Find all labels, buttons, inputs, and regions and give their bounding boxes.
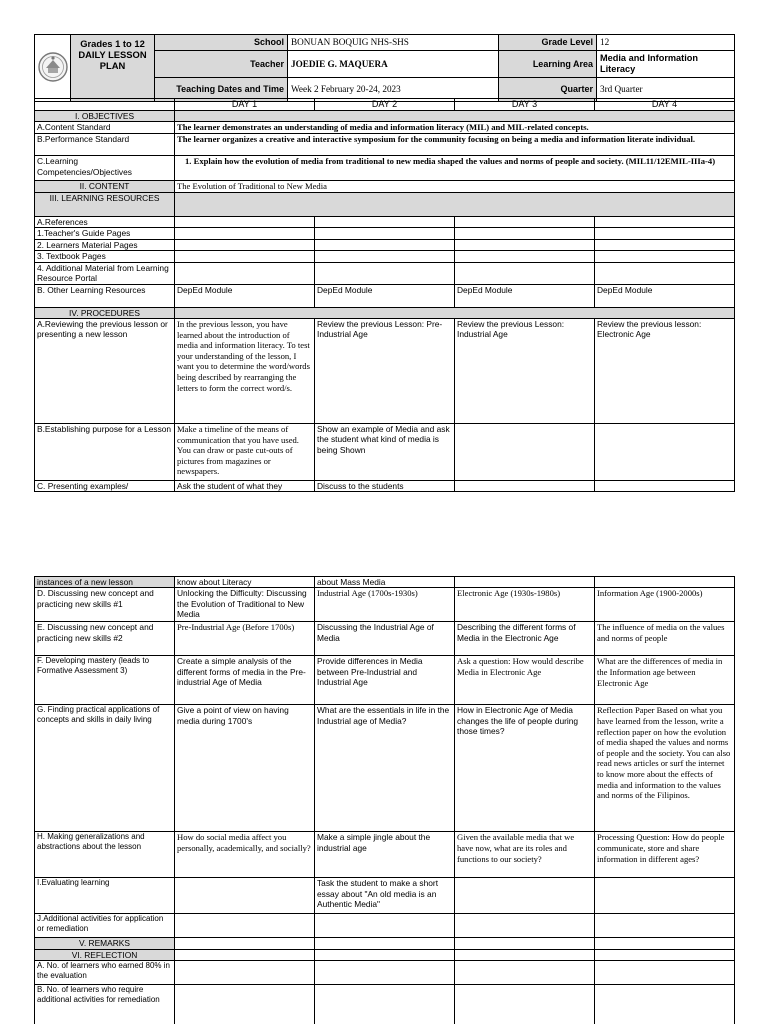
other-resources-label: B. Other Learning Resources xyxy=(35,284,175,307)
procedure-c-day1: Ask the student of what they xyxy=(175,481,315,492)
procedure-c-label: C. Presenting examples/ xyxy=(35,481,175,492)
table-cell xyxy=(595,262,735,284)
other-resource: DepEd Module xyxy=(175,284,315,307)
procedure-f-day4: What are the differences of media in the Information age between Electronic Age xyxy=(595,656,735,705)
deped-seal-icon xyxy=(37,47,69,87)
procedures-heading: IV. PROCEDURES xyxy=(35,307,175,318)
procedure-a-label: A.Reviewing the previous lesson or presenting a new lesson xyxy=(35,319,175,424)
table-cell xyxy=(315,949,455,960)
table-cell xyxy=(595,251,735,262)
procedure-f-day1: Create a simple analysis of the different forms of media in the Pre-industrial Age of Media xyxy=(175,656,315,705)
section-fill xyxy=(175,307,735,318)
table-cell xyxy=(315,914,455,938)
procedure-c-day4-cont xyxy=(595,577,735,588)
school-label: School xyxy=(155,35,288,51)
dates-value: Week 2 February 20-24, 2023 xyxy=(288,78,499,102)
procedure-f-day3: Ask a question: How would describe Media in Electronic Age xyxy=(455,656,595,705)
table-cell xyxy=(595,217,735,228)
procedure-h-label: H. Making generalizations and abstractions about the lesson xyxy=(35,832,175,878)
competencies: 1. Explain how the evolution of media from traditional to new media shaped the values and norms of people and society. (MIL11/12EMIL-IIIa-4) xyxy=(175,156,735,181)
table-cell xyxy=(595,914,735,938)
table-cell xyxy=(455,228,595,239)
performance-standard-label: B.Performance Standard xyxy=(35,134,175,156)
procedure-e-day2: Discussing the Industrial Age of Media xyxy=(315,622,455,656)
content-standard: The learner demonstrates an understanding of media and information literacy (MIL) and MIL-related concepts. xyxy=(175,122,735,134)
table-cell xyxy=(175,251,315,262)
quarter-value: 3rd Quarter xyxy=(597,78,735,102)
tg-label: 1.Teacher's Guide Pages xyxy=(35,228,175,239)
other-resource: DepEd Module xyxy=(315,284,455,307)
additional-material-label: 4. Additional Material from Learning Resource Portal xyxy=(35,262,175,284)
procedure-d-day3: Electronic Age (1930s-1980s) xyxy=(455,588,595,622)
table-cell xyxy=(595,949,735,960)
table-cell xyxy=(315,251,455,262)
day-header: DAY 3 xyxy=(455,99,595,111)
procedure-d-label: D. Discussing new concept and practicing new skills #1 xyxy=(35,588,175,622)
procedure-b-day1: Make a timeline of the means of communication that you have used. You can draw or paste cut-outs of pictures from magazines or newspapers. xyxy=(175,424,315,481)
plan-title-line: DAILY LESSON xyxy=(78,49,147,60)
header-table xyxy=(34,34,735,102)
teacher-value: JOEDIE G. MAQUERA xyxy=(288,51,499,78)
procedure-h-day1: How do social media affect you personally, academically, and socially? xyxy=(175,832,315,878)
reflection-heading: VI. REFLECTION xyxy=(35,949,175,960)
table-cell xyxy=(315,961,455,985)
procedure-i-day1 xyxy=(175,878,315,914)
table-cell xyxy=(595,239,735,250)
procedure-d-day1: Unlocking the Difficulty: Discussing the Evolution of Traditional to New Media xyxy=(175,588,315,622)
table-cell xyxy=(455,239,595,250)
table-cell xyxy=(595,228,735,239)
procedure-c-day2-cont: about Mass Media xyxy=(315,577,455,588)
day-header: DAY 2 xyxy=(315,99,455,111)
table-cell xyxy=(315,985,455,1024)
lesson-table-part-1 xyxy=(34,98,735,492)
plan-title-line: PLAN xyxy=(99,60,126,71)
plan-title xyxy=(71,35,155,102)
table-cell xyxy=(595,961,735,985)
procedure-b-day4 xyxy=(595,424,735,481)
objectives-heading: I. OBJECTIVES xyxy=(35,111,175,122)
table-cell xyxy=(455,251,595,262)
content-standard-label: A.Content Standard xyxy=(35,122,175,134)
remarks-heading: V. REMARKS xyxy=(35,938,175,949)
section-fill xyxy=(175,111,735,122)
day-header: DAY 1 xyxy=(175,99,315,111)
procedure-a-day3: Review the previous Lesson: Industrial Age xyxy=(455,319,595,424)
procedure-c-day4 xyxy=(595,481,735,492)
table-cell xyxy=(455,985,595,1024)
table-cell xyxy=(175,949,315,960)
school-value: BONUAN BOQUIG NHS-SHS xyxy=(288,35,499,51)
lesson-table-part-2 xyxy=(34,576,735,1024)
procedure-f-day2: Provide differences in Media between Pre-Industrial and Industrial Age xyxy=(315,656,455,705)
procedure-g-day1: Give a point of view on having media during 1700's xyxy=(175,705,315,832)
procedure-b-label: B.Establishing purpose for a Lesson xyxy=(35,424,175,481)
table-cell xyxy=(175,985,315,1024)
table-cell xyxy=(595,985,735,1024)
table-cell xyxy=(595,938,735,949)
tb-label: 3. Textbook Pages xyxy=(35,251,175,262)
table-cell xyxy=(455,949,595,960)
procedure-f-label: F. Developing mastery (leads to Formative Assessment 3) xyxy=(35,656,175,705)
table-cell xyxy=(175,217,315,228)
procedure-c-day2: Discuss to the students xyxy=(315,481,455,492)
procedure-e-day3: Describing the different forms of Media in the Electronic Age xyxy=(455,622,595,656)
dates-label: Teaching Dates and Time xyxy=(155,78,288,102)
table-cell xyxy=(315,262,455,284)
section-fill xyxy=(175,193,735,217)
area-label: Learning Area xyxy=(499,51,597,78)
procedure-d-day2: Industrial Age (1700s-1930s) xyxy=(315,588,455,622)
lm-label: 2. Learners Material Pages xyxy=(35,239,175,250)
table-cell xyxy=(175,938,315,949)
quarter-label: Quarter xyxy=(499,78,597,102)
grade-value: 12 xyxy=(597,35,735,51)
table-cell xyxy=(455,938,595,949)
reflection-b-label: B. No. of learners who require additional activities for remediation xyxy=(35,985,175,1024)
procedure-c-day3-cont xyxy=(455,577,595,588)
table-cell xyxy=(455,217,595,228)
procedure-h-day3: Given the available media that we have now, what are its roles and functions to our society? xyxy=(455,832,595,878)
table-cell xyxy=(315,938,455,949)
procedure-c-day3 xyxy=(455,481,595,492)
performance-standard: The learner organizes a creative and interactive symposium for the community focusing on being a media and information literate individual. xyxy=(175,134,735,156)
procedure-h-day2: Make a simple jingle about the industrial age xyxy=(315,832,455,878)
procedure-e-day4: The influence of media on the values and norms of people xyxy=(595,622,735,656)
reflection-a-label: A. No. of learners who earned 80% in the evaluation xyxy=(35,961,175,985)
content-heading: II. CONTENT xyxy=(35,181,175,193)
procedure-g-day4: Reflection Paper Based on what you have learned from the lesson, write a reflection paper on how the evolution of media shaped the values and norms of people and the society. You can also read news articles or surf the internet to know more about the effects of media and information to the values and norms of the Filipinos. xyxy=(595,705,735,832)
table-cell xyxy=(455,961,595,985)
procedure-c-day1-cont: know about Literacy xyxy=(175,577,315,588)
grade-label: Grade Level xyxy=(499,35,597,51)
table-cell xyxy=(175,228,315,239)
content-value: The Evolution of Traditional to New Media xyxy=(175,181,735,193)
procedure-a-day1: In the previous lesson, you have learned about the introduction of media and information literacy. To test your understanding of the lesson, I want you to determine the word/words being described by rearranging the letters to form the correct word/s. xyxy=(175,319,315,424)
area-value: Media and Information Literacy xyxy=(597,51,735,78)
procedure-g-day3: How in Electronic Age of Media changes the life of people during those times? xyxy=(455,705,595,832)
table-cell xyxy=(455,262,595,284)
day-header: DAY 4 xyxy=(595,99,735,111)
resources-heading: III. LEARNING RESOURCES xyxy=(35,193,175,217)
table-cell xyxy=(315,217,455,228)
teacher-label: Teacher xyxy=(155,51,288,78)
procedure-i-label: I.Evaluating learning xyxy=(35,878,175,914)
procedure-i-day2: Task the student to make a short essay about "An old media is an Authentic Media" xyxy=(315,878,455,914)
procedure-i-day3 xyxy=(455,878,595,914)
procedure-e-day1: Pre-Industrial Age (Before 1700s) xyxy=(175,622,315,656)
table-cell xyxy=(175,961,315,985)
procedure-a-day2: Review the previous Lesson: Pre-Industrial Age xyxy=(315,319,455,424)
other-resource: DepEd Module xyxy=(595,284,735,307)
other-resource: DepEd Module xyxy=(455,284,595,307)
table-cell xyxy=(315,239,455,250)
procedure-d-day4: Information Age (1900-2000s) xyxy=(595,588,735,622)
table-cell xyxy=(175,262,315,284)
procedure-b-day2: Show an example of Media and ask the student what kind of media is being Shown xyxy=(315,424,455,481)
procedure-i-day4 xyxy=(595,878,735,914)
corner-cell xyxy=(35,99,175,111)
competencies-label: C.Learning Competencies/Objectives xyxy=(35,156,175,181)
procedure-b-day3 xyxy=(455,424,595,481)
table-cell xyxy=(455,914,595,938)
procedure-a-day4: Review the previous lesson: Electronic Age xyxy=(595,319,735,424)
procedure-g-label: G. Finding practical applications of concepts and skills in daily living xyxy=(35,705,175,832)
procedure-j-label: J.Additional activities for application or remediation xyxy=(35,914,175,938)
table-cell xyxy=(175,239,315,250)
deped-seal xyxy=(35,35,71,102)
procedure-g-day2: What are the essentials in life in the Industrial age of Media? xyxy=(315,705,455,832)
procedure-e-label: E. Discussing new concept and practicing new skills #2 xyxy=(35,622,175,656)
procedure-c-label-cont: instances of a new lesson xyxy=(35,577,175,588)
table-cell xyxy=(175,914,315,938)
plan-title-line: Grades 1 to 12 xyxy=(80,38,145,49)
table-cell xyxy=(315,228,455,239)
references-label: A.References xyxy=(35,217,175,228)
procedure-h-day4: Processing Question: How do people communicate, store and share information in different ages? xyxy=(595,832,735,878)
